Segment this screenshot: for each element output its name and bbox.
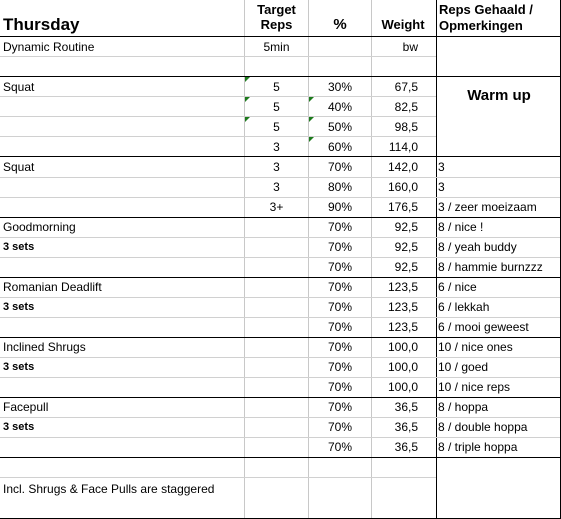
notes-cell[interactable]	[438, 117, 560, 137]
reps-cell[interactable]	[245, 317, 308, 337]
day-title[interactable]: Thursday	[3, 15, 80, 34]
weight-cell[interactable]: 92,5	[394, 260, 418, 274]
target-reps-header[interactable]: Target Reps	[257, 2, 296, 32]
column-divider	[436, 0, 437, 519]
notes-cell[interactable]: 8 / nice !	[438, 220, 484, 234]
reps-cell[interactable]	[245, 437, 308, 457]
exercise-cell[interactable]: Facepull	[3, 400, 49, 414]
weight-cell[interactable]: 36,5	[394, 400, 418, 414]
weight-cell[interactable]: 36,5	[394, 420, 418, 434]
notes-cell[interactable]: 6 / nice	[438, 280, 477, 294]
reps-cell[interactable]	[245, 337, 308, 357]
notes-cell[interactable]	[438, 479, 560, 499]
percent-cell[interactable]: 70%	[327, 380, 353, 394]
weight-cell[interactable]: 100,0	[387, 340, 418, 354]
exercise-cell[interactable]: Squat	[3, 160, 35, 174]
weight-cell[interactable]: 100,0	[387, 380, 418, 394]
exercise-cell[interactable]: Squat	[3, 80, 35, 94]
notes-header[interactable]: Reps Gehaald / Opmerkingen	[439, 2, 533, 33]
notes-cell[interactable]	[438, 77, 560, 97]
reps-cell[interactable]	[245, 237, 308, 257]
exercise-cell[interactable]: Romanian Deadlift	[3, 280, 102, 294]
notes-cell[interactable]: 10 / nice reps	[438, 380, 511, 394]
percent-cell[interactable]: 70%	[327, 360, 353, 374]
weight-cell[interactable]: 98,5	[394, 120, 418, 134]
weight-cell[interactable]: 160,0	[387, 180, 418, 194]
percent-cell[interactable]	[309, 37, 371, 57]
percent-cell[interactable]	[309, 457, 371, 477]
weight-cell[interactable]: 123,5	[387, 320, 418, 334]
percent-cell[interactable]	[309, 479, 371, 499]
exercise-cell[interactable]	[3, 97, 243, 117]
exercise-cell[interactable]: 3 sets	[3, 241, 35, 253]
exercise-cell[interactable]	[3, 177, 243, 197]
reps-cell[interactable]	[245, 217, 308, 237]
reps-cell[interactable]: 5	[273, 100, 280, 114]
percent-cell[interactable]: 60%	[327, 140, 353, 154]
warm-up-label[interactable]: Warm up	[467, 87, 531, 104]
percent-cell[interactable]: 70%	[327, 260, 353, 274]
notes-cell[interactable]: 6 / mooi geweest	[438, 320, 529, 334]
weight-cell[interactable]: 92,5	[394, 240, 418, 254]
notes-cell[interactable]: 3	[438, 180, 445, 194]
weight-header[interactable]: Weight	[381, 17, 425, 32]
weight-cell[interactable]: 82,5	[394, 100, 418, 114]
percent-cell[interactable]: 70%	[327, 300, 353, 314]
reps-cell[interactable]	[245, 457, 308, 477]
notes-cell[interactable]	[438, 57, 560, 77]
notes-cell[interactable]	[438, 457, 560, 477]
notes-cell[interactable]: 10 / nice ones	[438, 340, 513, 354]
weight-cell[interactable]: 100,0	[387, 360, 418, 374]
weight-cell[interactable]: bw	[402, 40, 418, 54]
percent-cell[interactable]: 30%	[327, 80, 353, 94]
reps-cell[interactable]: 5	[273, 80, 280, 94]
notes-cell[interactable]: 8 / triple hoppa	[438, 440, 518, 454]
percent-cell[interactable]: 70%	[327, 220, 353, 234]
reps-cell[interactable]	[245, 257, 308, 277]
notes-cell[interactable]: 10 / goed	[438, 360, 489, 374]
percent-cell[interactable]: 70%	[327, 280, 353, 294]
exercise-cell[interactable]	[3, 457, 243, 477]
notes-cell[interactable]: 8 / hammie burnzzz	[438, 260, 543, 274]
weight-cell[interactable]: 67,5	[394, 80, 418, 94]
weight-cell[interactable]: 142,0	[387, 160, 418, 174]
notes-cell[interactable]: 8 / hoppa	[438, 400, 489, 414]
exercise-cell[interactable]	[3, 377, 243, 397]
reps-cell[interactable]	[245, 377, 308, 397]
weight-cell[interactable]: 176,5	[387, 200, 418, 214]
percent-cell[interactable]: 70%	[327, 420, 353, 434]
percent-cell[interactable]: 70%	[327, 440, 353, 454]
percent-cell[interactable]: 50%	[327, 120, 353, 134]
weight-cell[interactable]: 36,5	[394, 440, 418, 454]
reps-cell[interactable]: 5	[273, 120, 280, 134]
notes-cell[interactable]	[438, 97, 560, 117]
exercise-cell[interactable]: Dynamic Routine	[3, 40, 95, 54]
percent-cell[interactable]: 80%	[327, 180, 353, 194]
notes-cell[interactable]: 3 / zeer moeizaam	[438, 200, 537, 214]
exercise-cell[interactable]: 3 sets	[3, 301, 35, 313]
reps-cell[interactable]: 3	[273, 160, 280, 174]
percent-cell[interactable]: 70%	[327, 340, 353, 354]
exercise-cell[interactable]: 3 sets	[3, 361, 35, 373]
percent-cell[interactable]: 90%	[327, 200, 353, 214]
percent-cell[interactable]: 70%	[327, 160, 353, 174]
exercise-cell[interactable]	[3, 197, 243, 217]
reps-cell[interactable]	[245, 57, 308, 77]
exercise-cell[interactable]	[3, 137, 243, 157]
notes-cell[interactable]: 8 / double hoppa	[438, 420, 528, 434]
exercise-cell[interactable]	[3, 117, 243, 137]
weight-cell[interactable]: 92,5	[394, 220, 418, 234]
exercise-cell[interactable]: Goodmorning	[3, 220, 76, 234]
reps-cell[interactable]: 5min	[263, 40, 290, 54]
exercise-cell[interactable]	[3, 317, 243, 337]
reps-cell[interactable]: 3+	[269, 200, 284, 214]
notes-cell[interactable]	[438, 137, 560, 157]
exercise-cell[interactable]: Incl. Shrugs & Face Pulls are staggered	[3, 482, 215, 496]
percent-cell[interactable]	[309, 57, 371, 77]
weight-cell[interactable]: 123,5	[387, 300, 418, 314]
notes-cell[interactable]: 6 / lekkah	[438, 300, 490, 314]
notes-cell[interactable]: 8 / yeah buddy	[438, 240, 517, 254]
weight-cell[interactable]: 123,5	[387, 280, 418, 294]
percent-cell[interactable]: 70%	[327, 240, 353, 254]
exercise-cell[interactable]	[3, 437, 243, 457]
percent-cell[interactable]: 40%	[327, 100, 353, 114]
weight-cell[interactable]: 114,0	[388, 140, 418, 154]
reps-cell[interactable]	[245, 479, 308, 499]
reps-cell[interactable]	[245, 417, 308, 437]
notes-cell[interactable]: 3	[438, 160, 445, 174]
exercise-cell[interactable]: 3 sets	[3, 421, 35, 433]
reps-cell[interactable]	[245, 277, 308, 297]
row-divider	[0, 477, 436, 478]
percent-cell[interactable]: 70%	[327, 320, 353, 334]
weight-cell[interactable]	[372, 457, 434, 477]
reps-cell[interactable]	[245, 297, 308, 317]
weight-cell[interactable]	[372, 479, 434, 499]
exercise-cell[interactable]	[3, 57, 243, 77]
reps-cell[interactable]: 3	[273, 180, 280, 194]
weight-cell[interactable]	[372, 57, 434, 77]
percent-header[interactable]: %	[333, 16, 347, 33]
reps-cell[interactable]: 3	[273, 140, 280, 154]
reps-cell[interactable]	[245, 397, 308, 417]
notes-cell[interactable]	[438, 37, 560, 57]
exercise-cell[interactable]: Inclined Shrugs	[3, 340, 86, 354]
reps-cell[interactable]	[245, 357, 308, 377]
percent-cell[interactable]: 70%	[327, 400, 353, 414]
exercise-cell[interactable]	[3, 257, 243, 277]
